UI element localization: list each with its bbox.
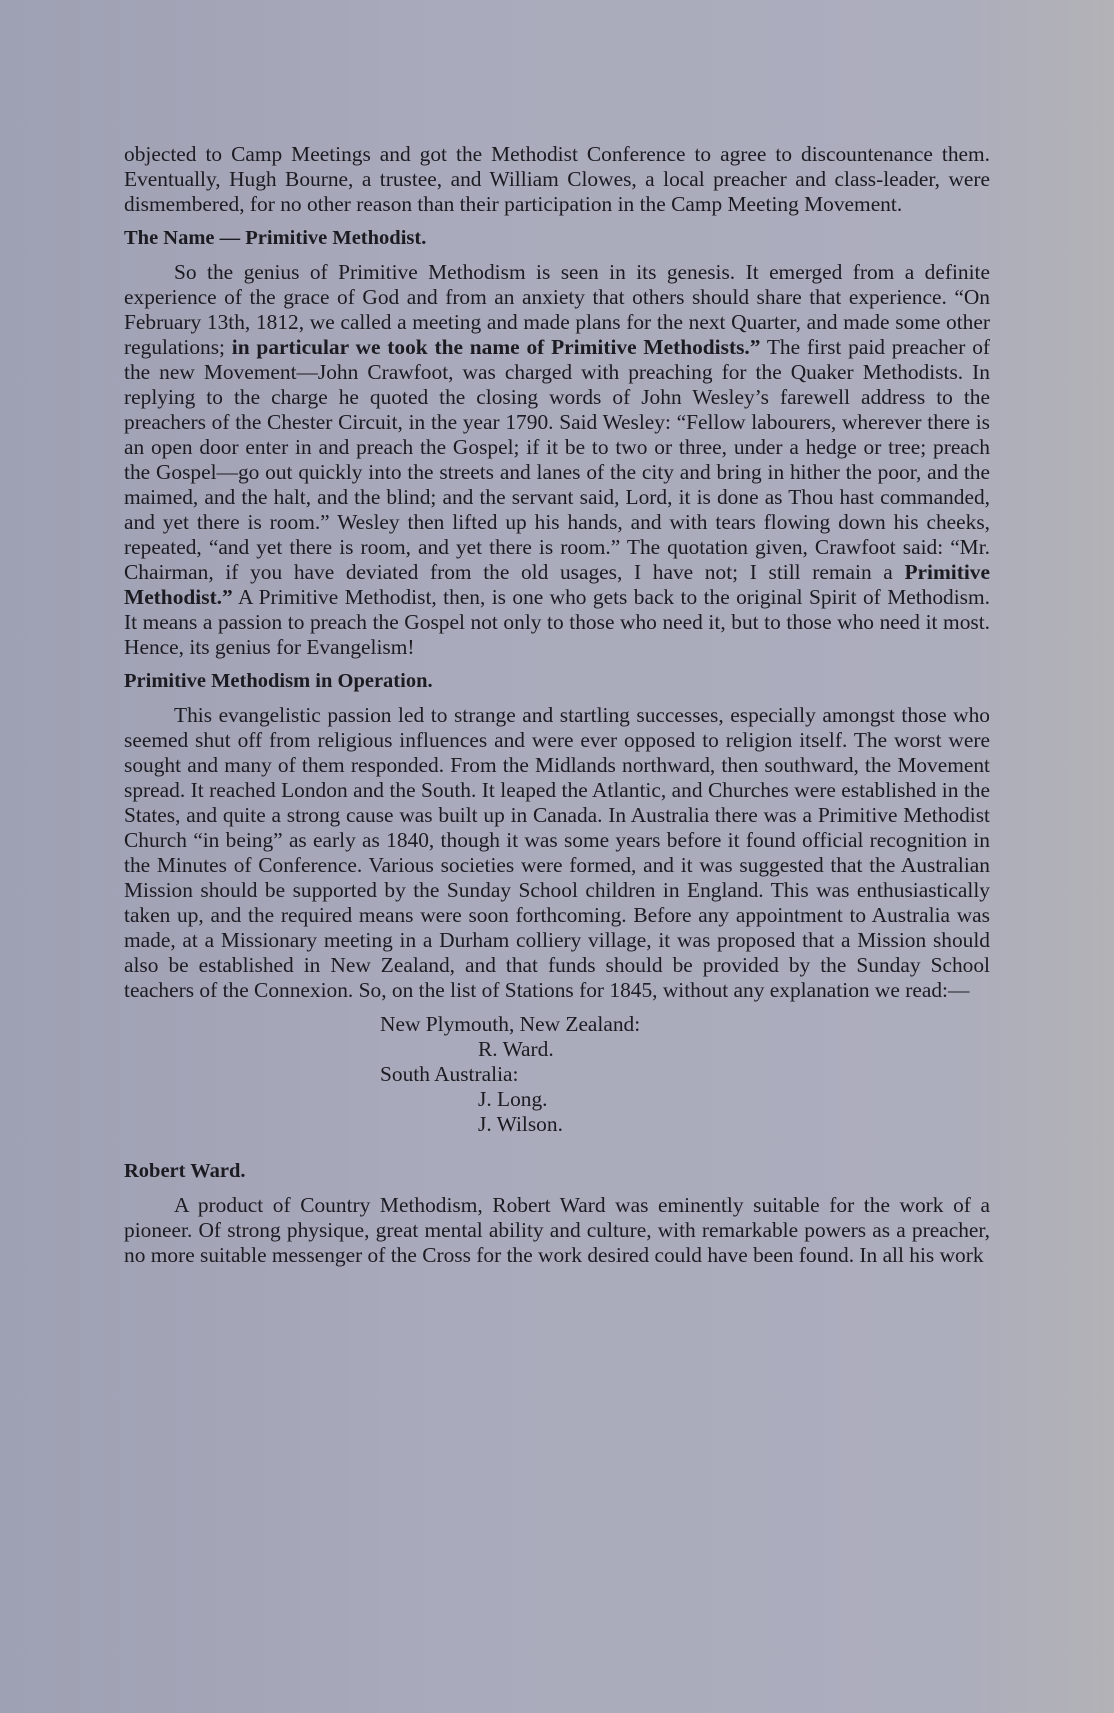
heading-in-operation: Primitive Methodism in Operation.	[124, 670, 433, 692]
paragraph-robert-ward: A product of Country Methodism, Robert Ward was eminently suitable for the work of a pioneer. Of strong physique, great mental ability and culture, with remarkable powers as a preacher, no more suitable messenger of the Cross for the work desired could have been found. In all his work	[124, 1193, 990, 1267]
paragraph-continuation: objected to Camp Meetings and got the Methodist Conference to agree to discountenance them. Eventually, Hugh Bourne, a trustee, and William Clowes, a local preacher and class-leader, were dismembered, for no other reason than their participation in the Camp Meeting Movement.	[124, 142, 990, 216]
text-segment: The first paid preacher of the new Movement—John Crawfoot, was charged with preaching for the Quaker Methodists. In replying to the charge he quoted the closing words of John Wesley’s farewell address to the preachers of the Chester Circuit, in the year 1790. Said Wesley: “Fellow labourers, wherever there is an open door enter in and preach the Gospel; if it be to two or three, under a hedge or tree; preach the Gospel—go out quickly into the streets and lanes of the city and bring in hither the poor, and the maimed, and the halt, and the blind; and the servant said, Lord, it is done as Thou hast commanded, and yet there is room.” Wesley then lifted up his hands, and with tears flowing down his cheeks, repeated, “and yet there is room, and yet there is room.” The quotation given, Crawfoot said: “Mr. Chairman, if you have deviated from the old usages, I have not; I still remain a	[124, 335, 991, 584]
text-segment: So the genius of Primitive Methodism is seen in its genesis. It emerged from a definite experience of the grace of God and from an anxiety that others should share that experience. “On February 13th, 1812, we called a meeting and made plans for the next Quarter, and made some other regulations;	[124, 260, 990, 359]
heading-robert-ward: Robert Ward.	[124, 1160, 246, 1182]
station-place: New Plymouth, New Zealand:	[380, 1012, 641, 1036]
heading-the-name: The Name — Primitive Methodist.	[124, 227, 427, 249]
paragraph-the-name	[124, 260, 990, 660]
station-person: R. Ward.	[478, 1037, 554, 1061]
text-column	[124, 142, 990, 1268]
bold-segment: in particular we took the name of Primitive Methodists.”	[231, 335, 761, 359]
station-person: J. Long.	[478, 1087, 548, 1111]
stations-list	[380, 1012, 990, 1137]
text-segment: A Primitive Methodist, then, is one who gets back to the original Spirit of Methodism. It means a passion to preach the Gospel not only to those who need it, but to those who need it most. Hence, its genius for Evangelism!	[124, 585, 990, 659]
station-person: J. Wilson.	[478, 1112, 563, 1136]
station-place: South Australia:	[380, 1062, 519, 1086]
bold-segment: Primitive Methodist.”	[124, 560, 990, 609]
paragraph-in-operation: This evangelistic passion led to strange and startling successes, especially amongst those who seemed shut off from religious influences and were ever opposed to religion itself. The worst were sought and many of them responded. From the Midlands northward, then southward, the Movement spread. It reached London and the South. It leaped the Atlantic, and Churches were established in the States, and quite a strong cause was built up in Canada. In Australia there was a Primitive Methodist Church “in being” as early as 1840, though it was some years before it found official recognition in the Minutes of Conference. Various societies were formed, and it was suggested that the Australian Mission should be supported by the Sunday School children in England. This was enthusiastically taken up, and the required means were soon forthcoming. Before any appointment to Australia was made, at a Missionary meeting in a Durham colliery village, it was proposed that a Mission should also be established in New Zealand, and that funds should be provided by the Sunday School teachers of the Connexion. So, on the list of Stations for 1845, without any explanation we read:—	[124, 703, 990, 1002]
